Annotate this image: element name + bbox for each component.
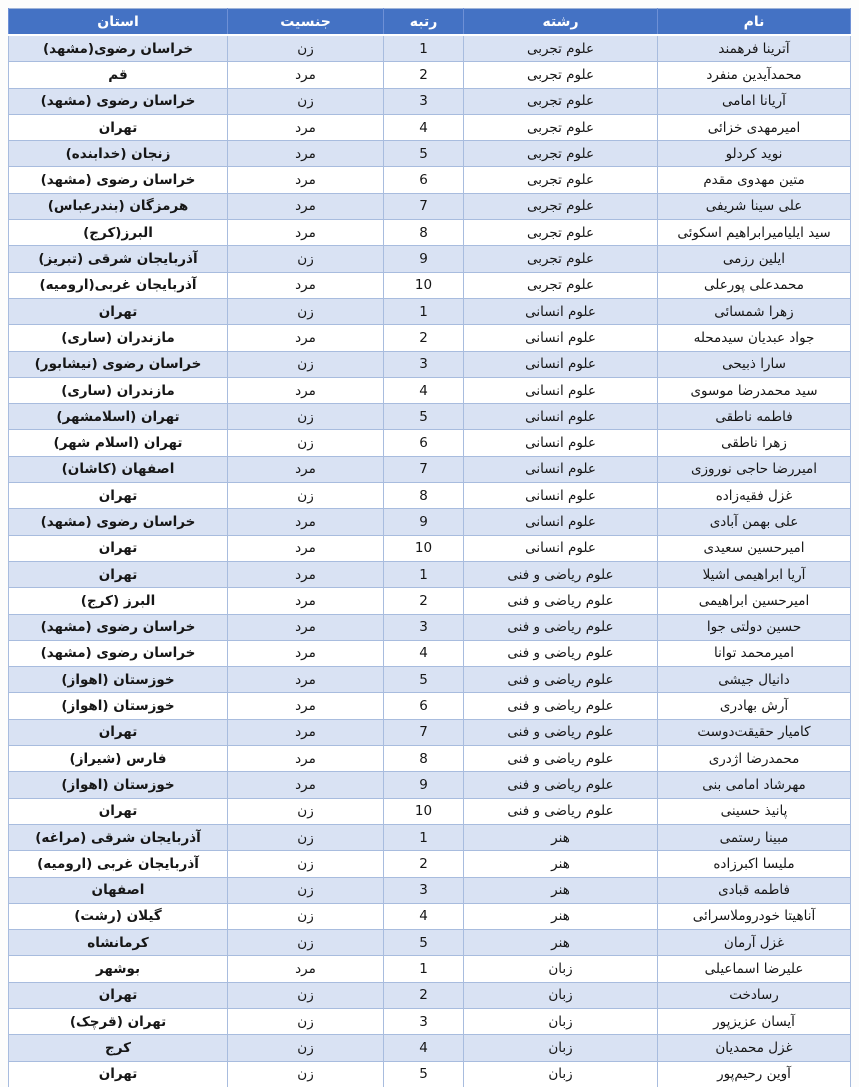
cell-name: آیسان عزیزپور [658,1008,851,1034]
cell-gender: زن [228,903,384,929]
cell-rank: 3 [384,1008,464,1034]
cell-name: محمدعلی پورعلی [658,272,851,298]
cell-province: تهران [9,114,228,140]
cell-field: علوم انسانی [464,509,658,535]
cell-name: علیرضا اسماعیلی [658,956,851,982]
cell-rank: 1 [384,956,464,982]
cell-province: خراسان رضوی (مشهد) [9,167,228,193]
cell-gender: مرد [228,167,384,193]
cell-gender: مرد [228,62,384,88]
cell-name: علی سینا شریفی [658,193,851,219]
cell-gender: زن [228,1061,384,1087]
cell-province: آذربایجان شرقی (تبریز) [9,246,228,272]
cell-field: علوم تجربی [464,246,658,272]
cell-province: کرمانشاه [9,930,228,956]
cell-field: علوم انسانی [464,483,658,509]
table-row [9,903,851,929]
cell-rank: 6 [384,693,464,719]
cell-gender: مرد [228,141,384,167]
cell-gender: مرد [228,746,384,772]
table-row [9,956,851,982]
cell-rank: 2 [384,982,464,1008]
cell-field: علوم ریاضی و فنی [464,588,658,614]
table-row [9,851,851,877]
table-row [9,798,851,824]
cell-name: محمدآیدین منفرد [658,62,851,88]
cell-gender: زن [228,824,384,850]
cell-rank: 3 [384,614,464,640]
table-row [9,430,851,456]
cell-gender: زن [228,88,384,114]
table-row [9,220,851,246]
cell-field: علوم انسانی [464,351,658,377]
cell-rank: 1 [384,35,464,62]
cell-province: تهران [9,298,228,324]
cell-field: علوم ریاضی و فنی [464,561,658,587]
cell-name: مبینا رستمی [658,824,851,850]
header-row [9,9,851,36]
table-row [9,1061,851,1087]
cell-rank: 2 [384,62,464,88]
cell-gender: زن [228,798,384,824]
table-row [9,114,851,140]
table-row [9,167,851,193]
cell-rank: 3 [384,351,464,377]
cell-name: آرش بهادری [658,693,851,719]
cell-gender: مرد [228,772,384,798]
table-row [9,667,851,693]
cell-province: تهران (اسلامشهر) [9,404,228,430]
table-row [9,298,851,324]
cell-province: اصفهان [9,877,228,903]
cell-province: آذربایجان غربی(ارومیه) [9,272,228,298]
cell-province: زنجان (خدابنده) [9,141,228,167]
cell-rank: 4 [384,114,464,140]
cell-gender: زن [228,877,384,903]
cell-gender: مرد [228,114,384,140]
cell-gender: مرد [228,220,384,246]
table-row [9,535,851,561]
cell-rank: 4 [384,377,464,403]
cell-gender: زن [228,982,384,1008]
cell-gender: زن [228,298,384,324]
table-row [9,614,851,640]
cell-name: ایلین رزمی [658,246,851,272]
table-row [9,509,851,535]
cell-rank: 1 [384,298,464,324]
cell-province: تهران [9,1061,228,1087]
cell-gender: مرد [228,325,384,351]
cell-province: خراسان رضوی (مشهد) [9,640,228,666]
cell-name: دانیال جیشی [658,667,851,693]
table-row [9,483,851,509]
cell-field: هنر [464,930,658,956]
cell-province: مازندران (ساری) [9,377,228,403]
table-row [9,404,851,430]
cell-province: تهران [9,561,228,587]
cell-rank: 2 [384,851,464,877]
cell-province: تهران [9,535,228,561]
cell-gender: مرد [228,509,384,535]
cell-province: خراسان رضوی (مشهد) [9,88,228,114]
table-row [9,62,851,88]
cell-field: علوم انسانی [464,456,658,482]
cell-field: هنر [464,824,658,850]
cell-name: کامیار حقیقت‌دوست [658,719,851,745]
col-header-rank: رتبه [384,9,464,36]
cell-province: بوشهر [9,956,228,982]
table-row [9,377,851,403]
cell-province: تهران [9,483,228,509]
cell-gender: مرد [228,719,384,745]
table-row [9,193,851,219]
cell-rank: 10 [384,535,464,561]
cell-rank: 9 [384,772,464,798]
cell-name: آترینا فرهمند [658,35,851,62]
cell-province: هرمزگان (بندرعباس) [9,193,228,219]
cell-field: علوم تجربی [464,167,658,193]
cell-gender: مرد [228,456,384,482]
cell-field: علوم ریاضی و فنی [464,667,658,693]
cell-province: کرج [9,1035,228,1061]
table-row [9,325,851,351]
cell-gender: زن [228,851,384,877]
cell-gender: مرد [228,640,384,666]
table-row [9,456,851,482]
cell-province: اصفهان (کاشان) [9,456,228,482]
table-row [9,693,851,719]
table-header [9,9,851,36]
table-row [9,588,851,614]
cell-name: نوید کردلو [658,141,851,167]
cell-gender: زن [228,483,384,509]
cell-province: تهران [9,719,228,745]
cell-gender: زن [228,246,384,272]
cell-gender: مرد [228,377,384,403]
cell-field: علوم تجربی [464,141,658,167]
cell-gender: زن [228,430,384,456]
table-body [9,35,851,1087]
cell-province: تهران [9,982,228,1008]
table-row [9,719,851,745]
cell-field: علوم انسانی [464,404,658,430]
cell-province: البرز (کرج) [9,588,228,614]
cell-rank: 7 [384,193,464,219]
cell-name: مهرشاد امامی بنی [658,772,851,798]
cell-gender: زن [228,351,384,377]
cell-rank: 7 [384,456,464,482]
table-row [9,877,851,903]
cell-rank: 5 [384,667,464,693]
cell-field: علوم تجربی [464,193,658,219]
cell-field: علوم تجربی [464,220,658,246]
cell-gender: مرد [228,956,384,982]
cell-field: علوم ریاضی و فنی [464,640,658,666]
cell-field: علوم تجربی [464,88,658,114]
cell-province: خراسان رضوی (نیشابور) [9,351,228,377]
table-row [9,824,851,850]
cell-gender: مرد [228,693,384,719]
table-row [9,141,851,167]
cell-province: تهران [9,798,228,824]
cell-name: آریانا امامی [658,88,851,114]
cell-name: سید محمدرضا موسوی [658,377,851,403]
cell-field: علوم تجربی [464,62,658,88]
cell-field: هنر [464,877,658,903]
cell-gender: مرد [228,193,384,219]
cell-gender: زن [228,930,384,956]
cell-name: آوین رحیم‌پور [658,1061,851,1087]
col-header-field: رشته [464,9,658,36]
cell-rank: 8 [384,483,464,509]
cell-name: علی بهمن آبادی [658,509,851,535]
col-header-province: استان [9,9,228,36]
cell-name: زهرا ناطقی [658,430,851,456]
ranking-table [8,8,851,1087]
cell-gender: مرد [228,272,384,298]
col-header-gender: جنسیت [228,9,384,36]
cell-name: پانیذ حسینی [658,798,851,824]
table-row [9,88,851,114]
cell-gender: زن [228,1008,384,1034]
cell-province: البرز(کرج) [9,220,228,246]
cell-name: رسادخت [658,982,851,1008]
cell-field: زبان [464,956,658,982]
table-row [9,930,851,956]
cell-field: زبان [464,1008,658,1034]
cell-name: غزل آرمان [658,930,851,956]
cell-name: ملیسا اکبرزاده [658,851,851,877]
cell-field: زبان [464,1061,658,1087]
cell-province: خوزستان (اهواز) [9,693,228,719]
cell-province: خراسان رضوی (مشهد) [9,509,228,535]
cell-name: فاطمه قبادی [658,877,851,903]
cell-rank: 4 [384,1035,464,1061]
cell-field: علوم ریاضی و فنی [464,772,658,798]
table-row [9,272,851,298]
cell-province: گیلان (رشت) [9,903,228,929]
cell-rank: 9 [384,509,464,535]
cell-rank: 6 [384,430,464,456]
cell-name: آریا ابراهیمی اشیلا [658,561,851,587]
cell-rank: 9 [384,246,464,272]
cell-field: علوم تجربی [464,272,658,298]
cell-field: علوم ریاضی و فنی [464,693,658,719]
cell-field: علوم انسانی [464,377,658,403]
cell-province: آذربایجان شرقی (مراغه) [9,824,228,850]
cell-gender: مرد [228,667,384,693]
cell-gender: زن [228,1035,384,1061]
cell-name: حسین دولتی جوا [658,614,851,640]
cell-province: خوزستان (اهواز) [9,772,228,798]
cell-province: خراسان رضوی (مشهد) [9,614,228,640]
cell-gender: زن [228,35,384,62]
cell-rank: 8 [384,746,464,772]
cell-name: امیررضا حاجی نوروزی [658,456,851,482]
cell-rank: 10 [384,272,464,298]
cell-province: فارس (شیراز) [9,746,228,772]
cell-gender: زن [228,404,384,430]
table-row [9,351,851,377]
cell-rank: 2 [384,325,464,351]
cell-rank: 10 [384,798,464,824]
cell-field: علوم انسانی [464,535,658,561]
cell-field: علوم ریاضی و فنی [464,614,658,640]
cell-name: امیرحسین سعیدی [658,535,851,561]
cell-province: تهران (قرچک) [9,1008,228,1034]
cell-gender: مرد [228,588,384,614]
cell-rank: 5 [384,141,464,167]
cell-field: هنر [464,851,658,877]
cell-gender: مرد [228,561,384,587]
cell-field: علوم انسانی [464,325,658,351]
cell-province: آذربایجان غربی (ارومیه) [9,851,228,877]
cell-name: امیرحسین ابراهیمی [658,588,851,614]
cell-name: سید ایلیامیرابراهیم اسکوئی [658,220,851,246]
table-row [9,640,851,666]
table-row [9,982,851,1008]
table-row [9,772,851,798]
cell-name: زهرا شمسائی [658,298,851,324]
cell-field: زبان [464,982,658,1008]
cell-name: غزل محمدیان [658,1035,851,1061]
cell-field: هنر [464,903,658,929]
cell-field: علوم انسانی [464,298,658,324]
cell-name: محمدرضا اژدری [658,746,851,772]
cell-rank: 7 [384,719,464,745]
cell-rank: 8 [384,220,464,246]
cell-name: غزل فقیه‌زاده [658,483,851,509]
cell-field: علوم ریاضی و فنی [464,719,658,745]
cell-rank: 1 [384,561,464,587]
cell-name: سارا ذبیحی [658,351,851,377]
table-row [9,1008,851,1034]
cell-name: امیرمهدی خزائی [658,114,851,140]
cell-field: علوم انسانی [464,430,658,456]
col-header-name: نام [658,9,851,36]
cell-rank: 5 [384,930,464,956]
cell-name: جواد عبدیان سیدمحله [658,325,851,351]
cell-field: علوم تجربی [464,114,658,140]
table-row [9,1035,851,1061]
cell-rank: 4 [384,903,464,929]
cell-rank: 1 [384,824,464,850]
cell-rank: 3 [384,88,464,114]
cell-field: علوم تجربی [464,35,658,62]
table-row [9,35,851,62]
cell-rank: 5 [384,404,464,430]
table-row [9,246,851,272]
cell-province: تهران (اسلام شهر) [9,430,228,456]
cell-rank: 3 [384,877,464,903]
cell-name: متین مهدوی مقدم [658,167,851,193]
table-row [9,746,851,772]
cell-rank: 2 [384,588,464,614]
cell-rank: 4 [384,640,464,666]
cell-gender: مرد [228,614,384,640]
cell-rank: 6 [384,167,464,193]
cell-province: قم [9,62,228,88]
cell-field: زبان [464,1035,658,1061]
cell-field: علوم ریاضی و فنی [464,746,658,772]
cell-name: امیرمحمد توانا [658,640,851,666]
cell-field: علوم ریاضی و فنی [464,798,658,824]
cell-province: خراسان رضوی(مشهد) [9,35,228,62]
cell-rank: 5 [384,1061,464,1087]
cell-province: خوزستان (اهواز) [9,667,228,693]
cell-gender: مرد [228,535,384,561]
cell-name: آناهیتا خودروملاسرائی [658,903,851,929]
table-row [9,561,851,587]
cell-province: مازندران (ساری) [9,325,228,351]
cell-name: فاطمه ناطقی [658,404,851,430]
